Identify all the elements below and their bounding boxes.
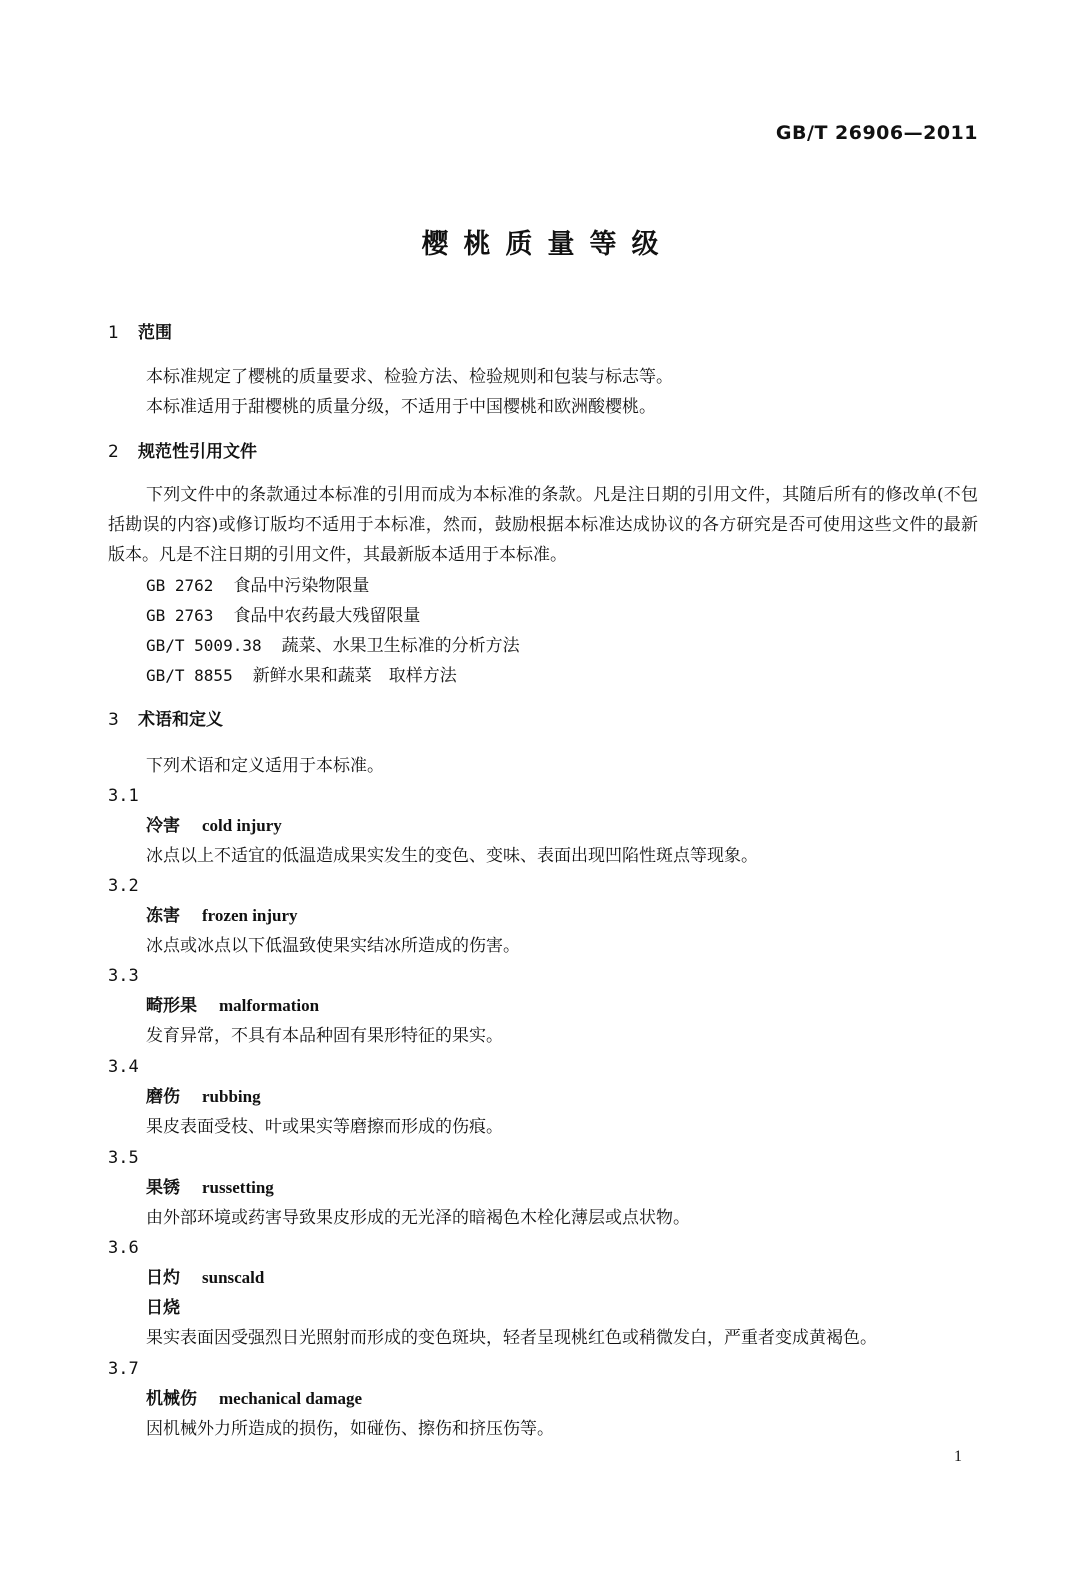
term-en: russetting [202, 1178, 274, 1197]
reference-name: 食品中农药最大残留限量 [233, 606, 421, 626]
reference-item [146, 605, 420, 627]
section-number: 1 [108, 323, 119, 343]
reference-item [146, 635, 520, 657]
clause-number: 3.4 [108, 1057, 139, 1077]
clause-number: 3.1 [108, 786, 139, 806]
reference-code: GB/T 5009.38 [146, 636, 262, 655]
term-zh: 日灼 [146, 1268, 180, 1288]
page-number: 1 [954, 1448, 962, 1465]
term-definition: 冰点或冰点以下低温致使果实结冰所造成的伤害。 [146, 936, 520, 956]
section-title: 规范性引用文件 [138, 442, 257, 462]
section-number: 3 [108, 710, 119, 730]
reference-item [146, 665, 457, 687]
section-1-paragraph: 本标准适用于甜樱桃的质量分级，不适用于中国樱桃和欧洲酸樱桃。 [146, 397, 656, 417]
term-definition: 因机械外力所造成的损伤，如碰伤、擦伤和挤压伤等。 [146, 1419, 554, 1439]
clause-number: 3.7 [108, 1359, 139, 1379]
term-zh: 冻害 [146, 906, 180, 926]
term-zh: 冷害 [146, 816, 180, 836]
term-entry [146, 1388, 362, 1410]
term-definition: 冰点以上不适宜的低温造成果实发生的变色、变味、表面出现凹陷性斑点等现象。 [146, 846, 758, 866]
clause-number: 3.2 [108, 876, 139, 896]
term-zh: 畸形果 [146, 996, 197, 1016]
term-en: malformation [219, 996, 320, 1015]
term-entry [146, 1267, 264, 1289]
term-definition: 发育异常，不具有本品种固有果形特征的果实。 [146, 1026, 503, 1046]
term-en: cold injury [202, 816, 282, 835]
term-synonym-zh: 日烧 [146, 1298, 180, 1318]
term-entry [146, 815, 282, 837]
term-synonym [146, 1297, 180, 1319]
reference-code: GB/T 8855 [146, 666, 233, 685]
term-en: frozen injury [202, 906, 298, 925]
term-entry [146, 1177, 274, 1199]
section-title: 范围 [138, 323, 172, 343]
section-2-heading [108, 441, 257, 463]
clause-number: 3.5 [108, 1148, 139, 1168]
term-en: mechanical damage [219, 1389, 363, 1408]
term-entry [146, 905, 298, 927]
section-1-heading [108, 322, 172, 344]
term-definition: 果实表面因受强烈日光照射而形成的变色斑块，轻者呈现桃红色或稍微发白，严重者变成黄褐色。 [146, 1328, 877, 1348]
term-en: rubbing [202, 1087, 261, 1106]
section-title: 术语和定义 [138, 710, 223, 730]
reference-code: GB 2762 [146, 576, 214, 595]
term-entry [146, 1086, 261, 1108]
term-zh: 磨伤 [146, 1087, 180, 1107]
term-definition: 果皮表面受枝、叶或果实等磨擦而形成的伤痕。 [146, 1117, 503, 1137]
term-en: sunscald [202, 1268, 265, 1287]
reference-item [146, 575, 369, 597]
document-title: 樱桃质量等级 [421, 229, 674, 260]
section-1-paragraph: 本标准规定了樱桃的质量要求、检验方法、检验规则和包装与标志等。 [146, 367, 673, 387]
standard-code: GB/T 26906—2011 [775, 122, 978, 144]
reference-name: 新鲜水果和蔬菜 取样方法 [252, 666, 457, 686]
section-number: 2 [108, 442, 119, 462]
reference-code: GB 2763 [146, 606, 214, 625]
term-zh: 果锈 [146, 1178, 180, 1198]
clause-number: 3.3 [108, 966, 139, 986]
term-zh: 机械伤 [146, 1389, 197, 1409]
section-2-intro: 下列文件中的条款通过本标准的引用而成为本标准的条款。凡是注日期的引用文件，其随后所有的修改单(不包括勘误的内容)或修订版均不适用于本标准，然而，鼓励根据本标准达成协议的各方研究是否可使用这些文件的最新版本。凡是不注日期的引用文件，其最新版本适用于本标准。 [108, 485, 978, 565]
clause-number: 3.6 [108, 1238, 139, 1258]
section-3-intro: 下列术语和定义适用于本标准。 [146, 756, 384, 776]
term-entry [146, 995, 319, 1017]
reference-name: 蔬菜、水果卫生标准的分析方法 [281, 636, 520, 656]
term-definition: 由外部环境或药害导致果皮形成的无光泽的暗褐色木栓化薄层或点状物。 [146, 1208, 690, 1228]
section-3-heading [108, 709, 223, 731]
reference-name: 食品中污染物限量 [233, 576, 370, 596]
